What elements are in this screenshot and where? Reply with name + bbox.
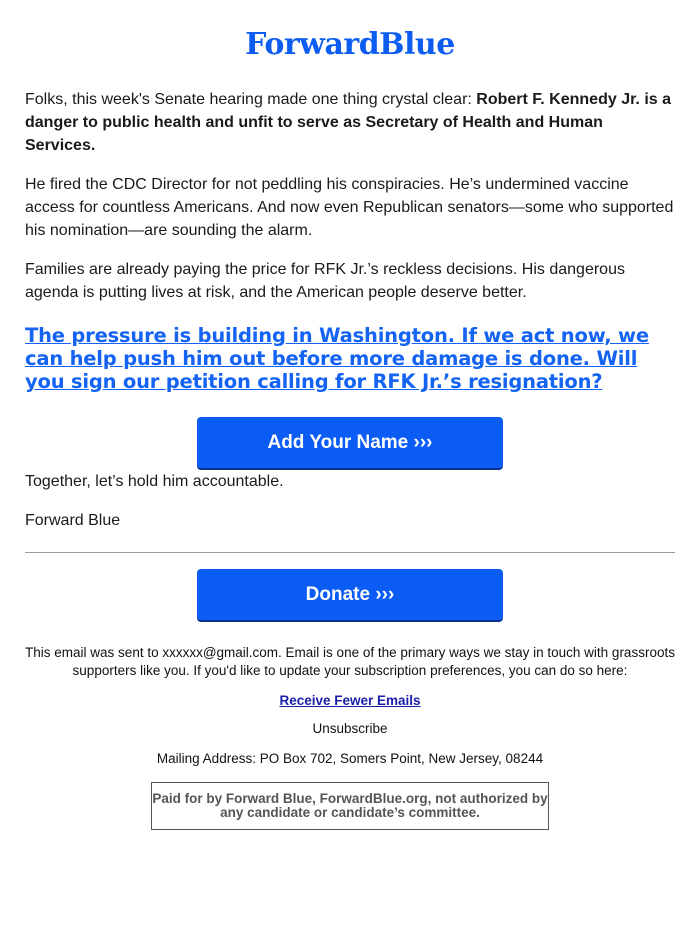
email-footer xyxy=(25,644,675,830)
add-your-name-button[interactable]: Add Your Name ››› xyxy=(197,417,503,470)
donate-button-row xyxy=(25,569,675,622)
add-name-button-row xyxy=(25,417,675,470)
unsubscribe-link[interactable]: Unsubscribe xyxy=(312,721,388,736)
paid-for-disclaimer: Paid for by Forward Blue, ForwardBlue.org, not authorized by any candidate or candidate’s committee. xyxy=(151,782,549,830)
signature-text: Forward Blue xyxy=(25,512,121,529)
mailing-address: Mailing Address: PO Box 702, Somers Point, New Jersey, 08244 xyxy=(156,751,544,766)
intro-lead-text: Folks, this week's Senate hearing made one thing crystal clear: xyxy=(25,91,477,108)
fewer-emails-row xyxy=(25,692,675,710)
footer-divider xyxy=(25,552,675,553)
receive-fewer-emails-link[interactable]: Receive Fewer Emails xyxy=(279,693,421,708)
forwardblue-logo: ForwardBlue xyxy=(245,27,455,62)
petition-cta-link[interactable]: The pressure is building in Washington. If we act now, we can help push him out before more damage is done. Will you sign our petition calling for RFK Jr.’s resignation? xyxy=(25,324,649,393)
intro-paragraph xyxy=(25,88,675,157)
email-notice-text: This email was sent to xxxxxx@gmail.com. Email is one of the primary ways we stay in touch with grassroots supporters like you. If you'd like to update your subscription preferences, you can do so here: xyxy=(25,645,675,678)
intro-bold-text: Robert F. Kennedy Jr. is a danger to public health and unfit to serve as Secretary of Health and Human Services. xyxy=(25,91,672,154)
donate-button[interactable]: Donate ››› xyxy=(197,569,503,622)
families-paragraph: Families are already paying the price for RFK Jr.’s reckless decisions. His dangerous agenda is putting lives at risk, and the American people deserve better. xyxy=(25,261,625,301)
email-container xyxy=(25,0,675,830)
cdc-paragraph: He fired the CDC Director for not peddling his conspiracies. He’s undermined vaccine access for countless Americans. And now even Republican senators—some who supported his nomination—are sounding the alarm. xyxy=(25,176,674,239)
closing-text: Together, let’s hold him accountable. xyxy=(25,473,284,490)
